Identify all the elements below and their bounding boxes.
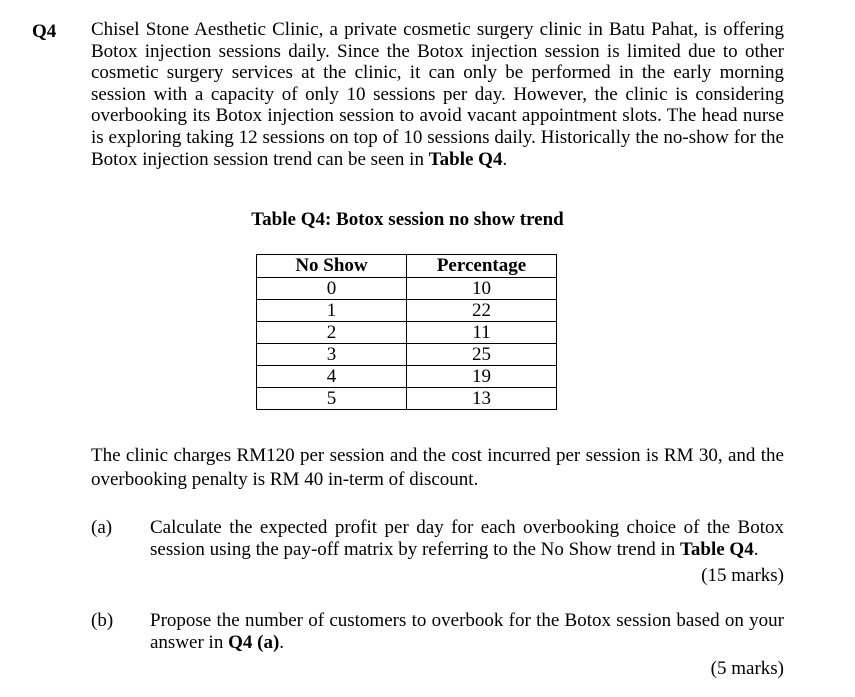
table-caption-text: Table Q4: Botox session no show trend <box>251 209 564 230</box>
table-row <box>257 388 557 410</box>
table-row <box>257 344 557 366</box>
no-show-cell: 4 <box>257 366 407 388</box>
table-row <box>257 366 557 388</box>
percentage-cell: 10 <box>407 278 557 300</box>
no-show-cell: 1 <box>257 300 407 322</box>
pricing-paragraph: The clinic charges RM120 per session and the cost incurred per session is RM 30, and the overbooking penalty is RM 40 in-term of discount. <box>91 445 784 490</box>
part-b-text <box>150 610 784 654</box>
part-b-marks: (5 marks) <box>710 658 784 679</box>
part-b-end: . <box>279 632 285 653</box>
part-a-marks: (15 marks) <box>701 565 784 586</box>
no-show-cell: 0 <box>257 278 407 300</box>
part-a-label: (a) <box>91 517 113 538</box>
no-show-cell: 5 <box>257 388 407 410</box>
question-intro <box>91 19 784 170</box>
percentage-cell: 11 <box>407 322 557 344</box>
intro-text: Chisel Stone Aesthetic Clinic, a private cosmetic surgery clinic in Batu Pahat, is offering Botox injection sessions daily. Since the Botox injection session is limited due to other cosmetic surgery services at the clinic, it can only be performed in the early morning session with a capacity of only 10 sessions per day. However, the clinic is considering overbooking its Botox injection session to avoid vacant appointment slots. The head nurse is exploring taking 12 sessions on top of 10 sessions daily. Historically the no-show for the Botox injection session trend can be seen in <box>91 19 784 170</box>
header-no-show: No Show <box>257 255 407 278</box>
part-b-label: (b) <box>91 610 114 631</box>
question-number: Q4 <box>32 21 57 42</box>
part-a-end: . <box>753 539 759 560</box>
intro-table-reference: Table Q4 <box>428 148 503 170</box>
part-a-table-reference: Table Q4 <box>679 539 754 560</box>
no-show-table <box>256 254 557 410</box>
part-a-body: Calculate the expected profit per day for each overbooking choice of the Botox session using the pay-off matrix by referring to the No Show trend in <box>150 517 784 560</box>
percentage-cell: 25 <box>407 344 557 366</box>
table-header-row <box>257 255 557 278</box>
part-a-text <box>150 517 784 561</box>
percentage-cell: 13 <box>407 388 557 410</box>
no-show-cell: 3 <box>257 344 407 366</box>
part-b-body: Propose the number of customers to overbook for the Botox session based on your answer in <box>150 610 784 653</box>
no-show-cell: 2 <box>257 322 407 344</box>
table-row <box>257 300 557 322</box>
percentage-cell: 19 <box>407 366 557 388</box>
percentage-cell: 22 <box>407 300 557 322</box>
table-row <box>257 322 557 344</box>
part-b-question-reference: Q4 (a) <box>228 632 280 653</box>
table-row <box>257 278 557 300</box>
header-percentage: Percentage <box>407 255 557 278</box>
table-caption <box>0 209 855 231</box>
intro-end: . <box>502 148 508 170</box>
